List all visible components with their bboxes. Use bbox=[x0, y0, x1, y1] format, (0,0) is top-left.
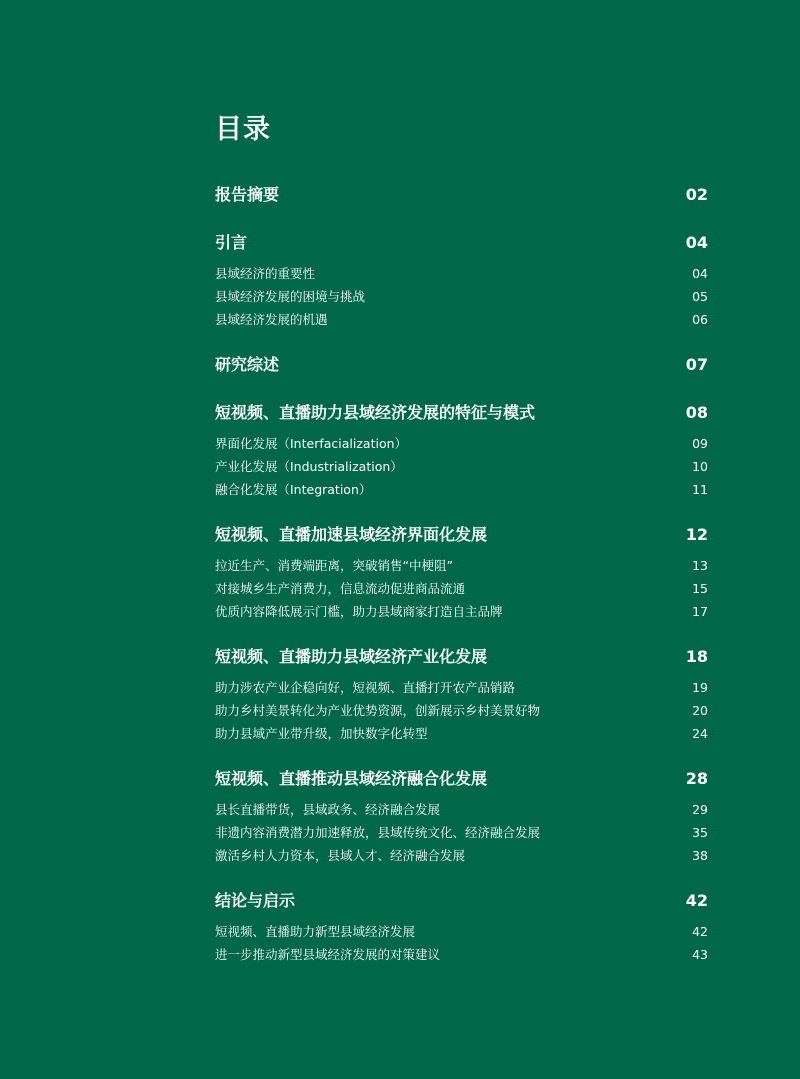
toc-entry[interactable] bbox=[215, 436, 708, 452]
toc-entry[interactable] bbox=[215, 312, 708, 328]
toc-entry-page: 17 bbox=[692, 604, 708, 619]
toc-entry-label: 助力县域产业带升级，加快数字化转型 bbox=[215, 726, 428, 741]
toc-entry-page: 29 bbox=[692, 802, 708, 817]
toc-entry-label: 界面化发展（Interfacialization） bbox=[215, 436, 408, 451]
table-of-contents bbox=[215, 110, 708, 989]
toc-entry-page: 09 bbox=[692, 436, 708, 451]
toc-section bbox=[215, 768, 708, 864]
toc-entry[interactable] bbox=[215, 558, 708, 574]
toc-list bbox=[215, 184, 708, 963]
toc-section bbox=[215, 184, 708, 206]
toc-entry-label: 县长直播带货，县域政务、经济融合发展 bbox=[215, 802, 441, 817]
toc-section bbox=[215, 402, 708, 498]
toc-entry-label: 县域经济发展的机遇 bbox=[215, 312, 328, 327]
toc-section-label: 短视频、直播助力县域经济产业化发展 bbox=[215, 647, 488, 666]
toc-entry[interactable] bbox=[215, 848, 708, 864]
toc-section-heading[interactable] bbox=[215, 646, 708, 668]
page-title: 目录 bbox=[215, 114, 271, 145]
toc-section bbox=[215, 646, 708, 742]
toc-entry-page: 43 bbox=[692, 947, 708, 962]
toc-section-page: 28 bbox=[685, 769, 708, 788]
toc-entry-page: 38 bbox=[692, 848, 708, 863]
toc-entry[interactable] bbox=[215, 459, 708, 475]
toc-entry-page: 42 bbox=[692, 924, 708, 939]
toc-section bbox=[215, 524, 708, 620]
toc-section-label: 结论与启示 bbox=[215, 891, 296, 910]
toc-entry-label: 进一步推动新型县域经济发展的对策建议 bbox=[215, 947, 441, 962]
toc-entry[interactable] bbox=[215, 289, 708, 305]
toc-section-heading[interactable] bbox=[215, 354, 708, 376]
toc-entry-label: 非遗内容消费潜力加速释放，县域传统文化、经济融合发展 bbox=[215, 825, 541, 840]
toc-entry-label: 产业化发展（Industrialization） bbox=[215, 459, 403, 474]
toc-section-heading[interactable] bbox=[215, 184, 708, 206]
toc-section-heading[interactable] bbox=[215, 232, 708, 254]
toc-entry-label: 短视频、直播助力新型县域经济发展 bbox=[215, 924, 416, 939]
toc-entry[interactable] bbox=[215, 947, 708, 963]
toc-section bbox=[215, 232, 708, 328]
toc-section-page: 18 bbox=[685, 647, 708, 666]
toc-section-label: 报告摘要 bbox=[215, 185, 280, 204]
toc-section-label: 研究综述 bbox=[215, 355, 280, 374]
toc-section-page: 07 bbox=[685, 355, 708, 374]
toc-entry[interactable] bbox=[215, 703, 708, 719]
toc-entry-page: 20 bbox=[692, 703, 708, 718]
toc-entry-label: 优质内容降低展示门槛，助力县域商家打造自主品牌 bbox=[215, 604, 503, 619]
toc-section-heading[interactable] bbox=[215, 768, 708, 790]
toc-entry-label: 对接城乡生产消费力，信息流动促进商品流通 bbox=[215, 581, 466, 596]
toc-entry-page: 35 bbox=[692, 825, 708, 840]
toc-section-page: 04 bbox=[685, 233, 708, 252]
toc-entry-label: 激活乡村人力资本，县域人才、经济融合发展 bbox=[215, 848, 466, 863]
toc-entry[interactable] bbox=[215, 482, 708, 498]
toc-entry-page: 04 bbox=[692, 266, 708, 281]
toc-entry-label: 县域经济发展的困境与挑战 bbox=[215, 289, 366, 304]
toc-section-label: 短视频、直播推动县域经济融合化发展 bbox=[215, 769, 488, 788]
toc-section-heading[interactable] bbox=[215, 890, 708, 912]
toc-section-page: 02 bbox=[685, 185, 708, 204]
toc-entry-page: 10 bbox=[692, 459, 708, 474]
toc-entry-label: 助力乡村美景转化为产业优势资源，创新展示乡村美景好物 bbox=[215, 703, 541, 718]
toc-section-label: 短视频、直播助力县域经济发展的特征与模式 bbox=[215, 403, 536, 422]
toc-entry-page: 24 bbox=[692, 726, 708, 741]
toc-entry-page: 06 bbox=[692, 312, 708, 327]
toc-entry-page: 05 bbox=[692, 289, 708, 304]
toc-section-label: 短视频、直播加速县域经济界面化发展 bbox=[215, 525, 488, 544]
toc-entry[interactable] bbox=[215, 726, 708, 742]
toc-entry[interactable] bbox=[215, 924, 708, 940]
toc-section-page: 08 bbox=[685, 403, 708, 422]
toc-entry-page: 15 bbox=[692, 581, 708, 596]
toc-entry-label: 融合化发展（Integration） bbox=[215, 482, 372, 497]
toc-section-page: 42 bbox=[685, 891, 708, 910]
toc-entry[interactable] bbox=[215, 581, 708, 597]
toc-entry-label: 助力涉农产业企稳向好，短视频、直播打开农产品销路 bbox=[215, 680, 516, 695]
toc-entry[interactable] bbox=[215, 802, 708, 818]
toc-entry[interactable] bbox=[215, 604, 708, 620]
toc-entry[interactable] bbox=[215, 680, 708, 696]
toc-section bbox=[215, 890, 708, 963]
toc-entry-label: 县域经济的重要性 bbox=[215, 266, 316, 281]
toc-section-page: 12 bbox=[685, 525, 708, 544]
toc-section-label: 引言 bbox=[215, 233, 248, 252]
toc-entry[interactable] bbox=[215, 825, 708, 841]
toc-section-heading[interactable] bbox=[215, 524, 708, 546]
toc-section bbox=[215, 354, 708, 376]
toc-entry-page: 11 bbox=[692, 482, 708, 497]
toc-entry[interactable] bbox=[215, 266, 708, 282]
toc-entry-page: 13 bbox=[692, 558, 708, 573]
toc-entry-page: 19 bbox=[692, 680, 708, 695]
toc-section-heading[interactable] bbox=[215, 402, 708, 424]
toc-entry-label: 拉近生产、消费端距离，突破销售“中梗阻” bbox=[215, 558, 453, 573]
